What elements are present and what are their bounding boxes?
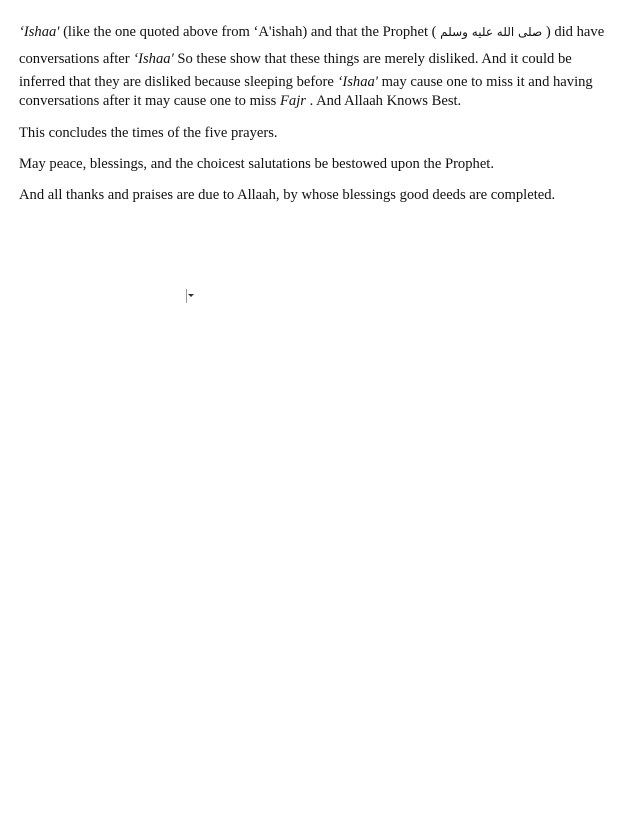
paragraph-blessings: May peace, blessings, and the choicest salutations be bestowed upon the Prophet.: [19, 156, 494, 172]
text-run: . And Allaah Knows Best.: [305, 93, 462, 109]
italic-term: Fajr: [280, 93, 306, 109]
text-run: inferred that they are disliked because sleeping before: [19, 74, 338, 90]
text-run: So these show that these things are merely disliked. And it could be: [173, 51, 572, 67]
text-run: may cause one to miss it and having: [377, 74, 593, 90]
paragraph-praise: And all thanks and praises are due to Allaah, by whose blessings good deeds are completed.: [19, 187, 556, 203]
paragraph-line: [19, 21, 623, 43]
text-run: conversations after it may cause one to miss: [19, 93, 280, 109]
paragraph-conclusion: This concludes the times of the five prayers.: [19, 125, 278, 141]
text-run: (like the one quoted above from ‘A'ishah) and that the Prophet (: [59, 24, 441, 40]
italic-term: ‘Ishaa': [337, 74, 378, 90]
text-run: ) did have: [542, 24, 605, 40]
caret-triangle: [188, 294, 194, 297]
italic-term: ‘Ishaa': [19, 24, 60, 40]
arabic-honorific: صلى الله عليه وسلم: [440, 25, 543, 39]
text-run: conversations after: [19, 51, 134, 67]
paragraph-ishaa-conversations: [19, 21, 623, 112]
paragraph-line: [19, 48, 623, 70]
dropdown-caret-icon[interactable]: [186, 289, 194, 303]
cursor-bar: [186, 289, 187, 303]
paragraph-line: [19, 90, 623, 112]
italic-term: ‘Ishaa': [133, 51, 174, 67]
